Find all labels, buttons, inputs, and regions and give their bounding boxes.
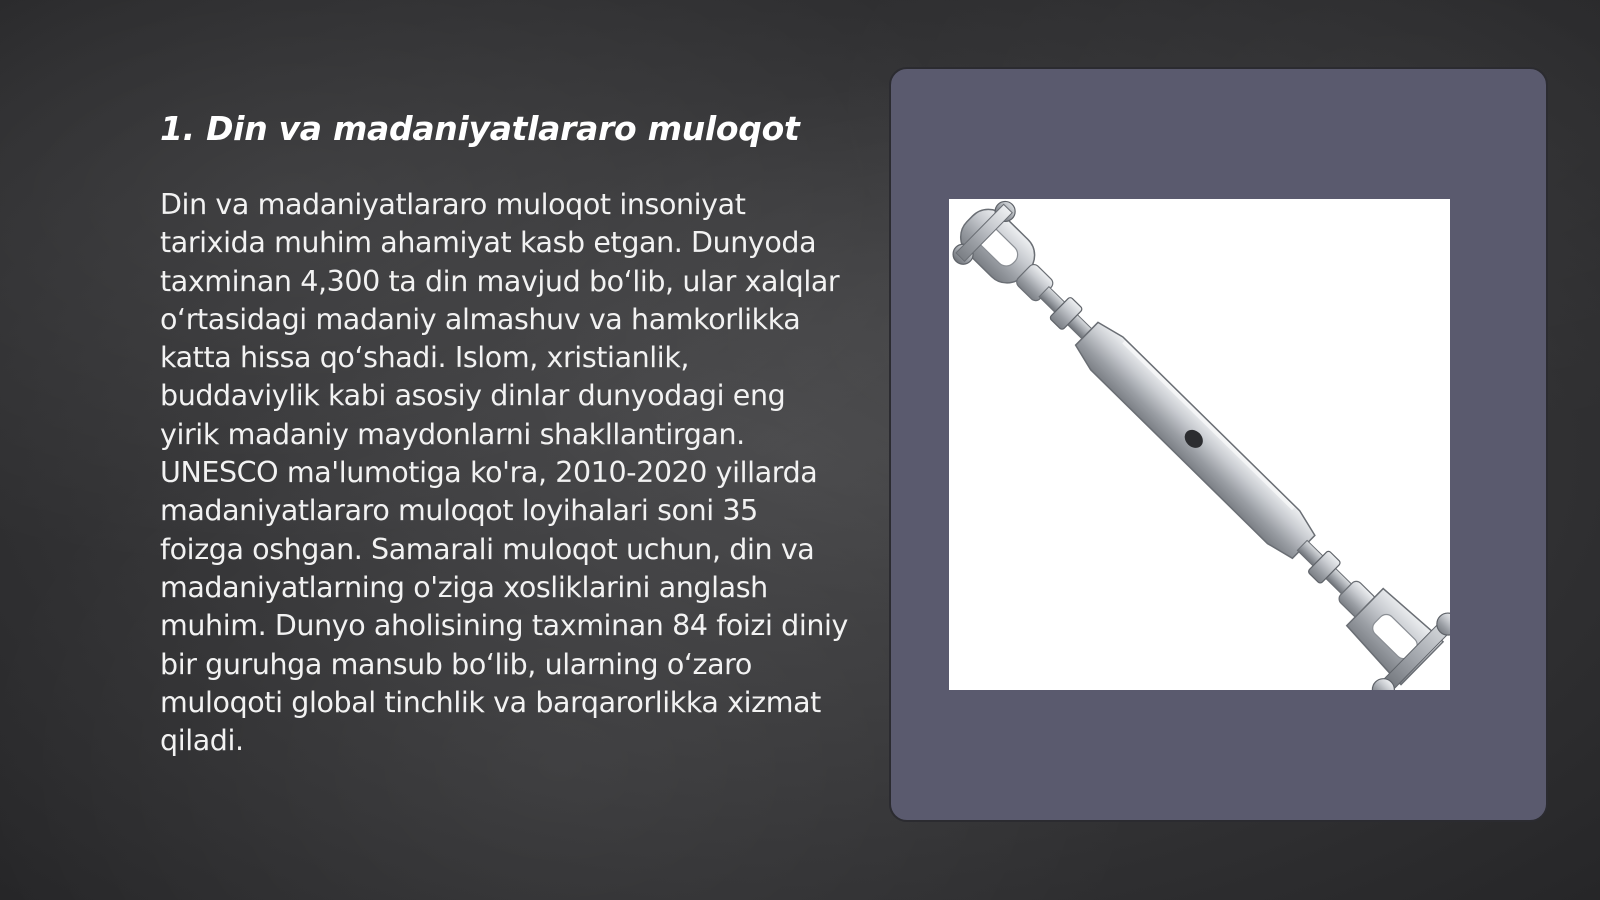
turnbuckle-body <box>1071 317 1320 563</box>
slide-body-text: Din va madaniyatlararo muloqot insoniyat tarixida muhim ahamiyat kasb etgan. Dunyoda taxminan 4,300 ta din mavjud bo‘lib, ular xalqlar o‘rtasidagi madaniy almashuv va hamkorlikka katta hissa qo‘shadi. Islom, xristianlik, buddaviylik kabi asosiy dinlar dunyodagi eng yirik madaniy maydonlarni shakllantirgan. UNESCO ma'lumotiga ko'ra, 2010-2020 yillarda madaniyatlararo muloqot loyihalari soni 35 foizga oshgan. Samarali muloqot uchun, din va madaniyatlarning o'ziga xosliklarini anglash muhim. Dunyo aholisining taxminan 84 foizi diniy bir guruhga mansub bo‘lib, ularning o‘zaro muloqoti global tinchlik va barqarorlikka xizmat qiladi. <box>160 188 849 758</box>
slide-title: 1. Din va madaniyatlararo muloqot <box>160 109 800 148</box>
turnbuckle-illustration <box>949 199 1450 690</box>
turnbuckle-image <box>949 199 1450 690</box>
